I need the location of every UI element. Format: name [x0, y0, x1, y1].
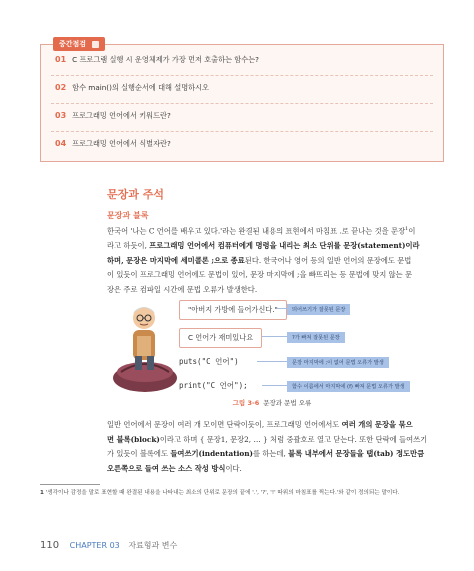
- question-text: 함수 main()의 실행순서에 대해 설명하시오: [72, 83, 209, 92]
- statement-speech-1: "아버지 가방에 들어가신다.": [179, 300, 287, 320]
- connector-line: [257, 361, 287, 362]
- section-title: 문장과 주석: [107, 188, 164, 201]
- question-3: [55, 111, 171, 121]
- question-1: [55, 55, 259, 65]
- divider: [51, 131, 433, 132]
- para-line: [107, 447, 437, 462]
- para-line: [107, 462, 437, 477]
- bold-text: 들여쓰기(indentation): [170, 449, 253, 459]
- bold-text: 하며, 문장은 마지막에 세미콜론 ;으로 종료: [107, 255, 245, 265]
- question-number: 04: [55, 139, 67, 148]
- para-line: 이 있듯이 프로그래밍 언어에도 문법이 있어, 문장 마지막에 ;을 빠뜨리는 등 문법에 맞지 않는 문: [107, 270, 413, 280]
- footnote: [40, 488, 440, 498]
- error-label-1: 띄어쓰기가 잘못된 문장: [287, 304, 350, 315]
- bold-text: 면 블록(block): [107, 434, 160, 444]
- footnote-ref: 1: [405, 226, 409, 232]
- para-line: [107, 254, 437, 269]
- statement-speech-2: C 언어가 재미있나요: [179, 328, 262, 348]
- error-label-2: ?가 빠져 잘못된 문장: [287, 332, 345, 343]
- subsection-title: 문장과 블록: [107, 211, 149, 220]
- para-line: [107, 418, 437, 433]
- footnote-text: '생각이나 감정을 말로 표현할 때 완결된 내용을 나타내는 최소의 단위로 문장의 끝에 '.', '?', '!' 따위의 마침표를 찍는다.'와 같이 정의되는 말이다.: [45, 490, 400, 496]
- text: 한국어 '나는 C 언어를 배우고 있다.'라는 완결된 내용의 표현에서 마침표 .로 끝나는 것을 문장: [107, 226, 406, 236]
- figure-caption: [107, 398, 437, 407]
- bold-text: 여러 개의 문장을 묶으: [341, 420, 413, 429]
- text: 가 있듯이 블록에도: [107, 449, 171, 459]
- figure-number: 그림 3-6: [232, 399, 260, 407]
- para-line: 장은 주로 컴파일 시간에 문법 오류가 발생한다.: [107, 284, 258, 294]
- connector-line: [262, 336, 287, 337]
- para-line: [107, 239, 437, 254]
- error-label-3: 문장 마지막에 ;이 없어 문법 오류가 발생: [287, 357, 389, 368]
- figure-caption-text: 문장과 문법 오류: [263, 399, 312, 407]
- question-number: 02: [55, 83, 67, 92]
- footnote-number: 1: [40, 490, 44, 496]
- chapter-label: CHAPTER 03: [69, 541, 120, 550]
- pencil-icon: [92, 41, 99, 48]
- text: 일반 언어에서 문장이 여러 개 모이면 단락이듯이, 프로그래밍 언어에서도: [107, 420, 342, 429]
- error-label-4: 함수 이름에서 마지막에 (f) 빠져 문법 오류가 발생: [287, 381, 410, 392]
- para-line: [107, 222, 437, 239]
- code-line-puts: puts("C 언어"): [179, 357, 239, 366]
- question-number: 01: [55, 55, 67, 64]
- paragraph-statement: [107, 222, 437, 297]
- text: 를 하는데,: [253, 449, 289, 459]
- checkpoint-tag-label: 중간점검: [59, 40, 87, 48]
- divider: [51, 103, 433, 104]
- text: 라고 하듯이,: [107, 241, 150, 251]
- question-2: [55, 83, 209, 93]
- connector-line: [277, 308, 287, 309]
- text: 된다. 한국어나 영어 등의 일반 언어의 문장에도 문법: [244, 255, 412, 265]
- chapter-title: 자료형과 변수: [128, 541, 178, 550]
- question-4: [55, 139, 171, 149]
- man-with-bag-illustration: [107, 296, 187, 396]
- bold-text: 프로그래밍 언어에서 컴퓨터에게 명령을 내리는 최소 단위를 문장(statement)이라: [149, 241, 420, 251]
- text: 이: [408, 226, 416, 236]
- text: 이다.: [225, 463, 242, 473]
- page-footer: [40, 540, 177, 551]
- para-line: [107, 433, 437, 448]
- divider: [51, 75, 433, 76]
- code-line-print: print("C 언어");: [179, 381, 248, 390]
- footnote-divider: [40, 484, 100, 485]
- question-text: C 프로그램 실행 시 운영체제가 가장 먼저 호출하는 함수는?: [72, 55, 259, 64]
- bold-text: 블록 내부에서 문장들을 탭(tab) 정도만큼: [288, 449, 425, 459]
- text: 이라고 하며 { 문장1, 문장2, … } 처럼 중괄호로 열고 닫는다. 또한 단락에 들여쓰기: [159, 434, 428, 444]
- checkpoint-tag: [53, 37, 105, 51]
- connector-line: [262, 385, 287, 386]
- question-number: 03: [55, 111, 67, 120]
- checkpoint-box: [40, 40, 444, 162]
- question-text: 프로그래밍 언어에서 식별자란?: [72, 139, 171, 148]
- page-number: 110: [40, 540, 60, 551]
- bold-text: 오른쪽으로 들여 쓰는 소스 작성 방식: [107, 463, 226, 473]
- question-text: 프로그래밍 언어에서 키워드란?: [72, 111, 171, 120]
- paragraph-block: [107, 418, 437, 476]
